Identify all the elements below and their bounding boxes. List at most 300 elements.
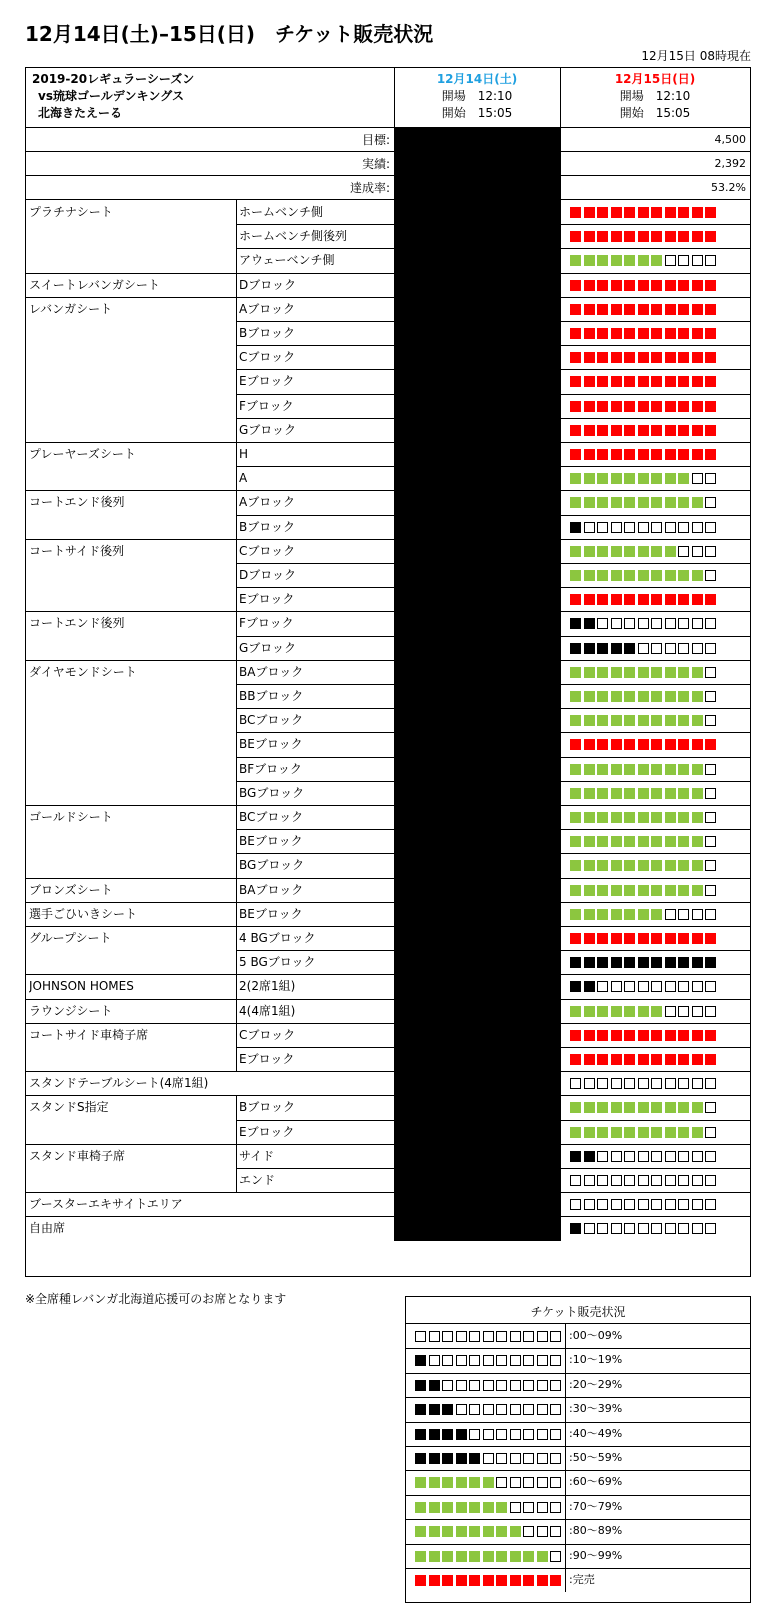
filled-square xyxy=(678,304,689,315)
filled-square xyxy=(624,570,635,581)
filled-square xyxy=(692,231,703,242)
filled-square xyxy=(665,885,676,896)
filled-square xyxy=(678,594,689,605)
empty-square xyxy=(442,1331,453,1342)
filled-square xyxy=(651,1102,662,1113)
empty-square xyxy=(611,1151,622,1162)
empty-square xyxy=(537,1453,548,1464)
filled-square xyxy=(692,352,703,363)
empty-square xyxy=(537,1477,548,1488)
empty-square xyxy=(638,1078,649,1089)
filled-square xyxy=(624,449,635,460)
block-label: Dブロック xyxy=(239,277,297,292)
empty-square xyxy=(678,909,689,920)
filled-square xyxy=(705,304,716,315)
filled-square xyxy=(597,1006,608,1017)
block-label: Cブロック xyxy=(239,543,296,558)
filled-square xyxy=(678,401,689,412)
empty-square xyxy=(705,1102,716,1113)
filled-square xyxy=(678,764,689,775)
seat-type-label: スタンドS指定 xyxy=(29,1100,109,1115)
legend-range-label: :30～39% xyxy=(569,1402,623,1416)
filled-square xyxy=(597,909,608,920)
seat-type-label: コートエンド後列 xyxy=(29,495,125,510)
empty-square xyxy=(483,1331,494,1342)
empty-square xyxy=(483,1429,494,1440)
filled-square xyxy=(678,885,689,896)
empty-square xyxy=(705,522,716,533)
block-label: エンド xyxy=(239,1173,276,1187)
empty-square xyxy=(678,1151,689,1162)
empty-square xyxy=(651,643,662,654)
grid-line xyxy=(236,660,237,684)
empty-square xyxy=(456,1355,467,1366)
empty-square xyxy=(469,1355,480,1366)
filled-square xyxy=(415,1477,426,1488)
filled-square xyxy=(651,280,662,291)
filled-square xyxy=(510,1551,521,1562)
filled-square xyxy=(570,715,581,726)
filled-square xyxy=(584,1151,595,1162)
filled-square xyxy=(692,691,703,702)
filled-square xyxy=(584,280,595,291)
empty-square xyxy=(665,522,676,533)
legend-range-label: :90～99% xyxy=(569,1548,623,1562)
block-label: BEブロック xyxy=(239,834,303,849)
filled-square xyxy=(678,376,689,387)
empty-square xyxy=(523,1404,534,1415)
filled-square xyxy=(651,667,662,678)
grid-line xyxy=(236,345,237,369)
empty-square xyxy=(705,860,716,871)
filled-square xyxy=(638,207,649,218)
block-label: ホームベンチ側後列 xyxy=(239,229,348,244)
empty-square xyxy=(665,1175,676,1186)
filled-square xyxy=(584,909,595,920)
filled-square xyxy=(570,328,581,339)
filled-square xyxy=(611,1030,622,1041)
filled-square xyxy=(483,1575,494,1586)
filled-square xyxy=(415,1404,426,1415)
empty-square xyxy=(678,1006,689,1017)
grid-line xyxy=(236,418,237,442)
empty-square xyxy=(611,618,622,629)
filled-square xyxy=(570,1102,581,1113)
filled-square xyxy=(611,473,622,484)
grid-line xyxy=(236,490,237,514)
filled-square xyxy=(584,933,595,944)
grid-line xyxy=(26,999,750,1000)
empty-square xyxy=(584,1175,595,1186)
filled-square xyxy=(584,1006,595,1017)
filled-square xyxy=(584,764,595,775)
empty-square xyxy=(705,909,716,920)
filled-square xyxy=(678,667,689,678)
empty-square xyxy=(665,981,676,992)
grid-line xyxy=(236,611,237,635)
seat-type-label: プラチナシート xyxy=(29,205,113,219)
block-label: 4 BGブロック xyxy=(239,931,316,945)
filled-square xyxy=(638,764,649,775)
filled-square xyxy=(611,1054,622,1065)
filled-square xyxy=(523,1575,534,1586)
day2-date: 12月15日(日) xyxy=(614,72,696,86)
filled-square xyxy=(597,1030,608,1041)
filled-square xyxy=(597,836,608,847)
filled-square xyxy=(665,1127,676,1138)
empty-square xyxy=(705,715,716,726)
filled-square xyxy=(692,570,703,581)
legend-range-label: :10～19% xyxy=(569,1353,623,1367)
empty-square xyxy=(415,1331,426,1342)
filled-square xyxy=(665,280,676,291)
empty-square xyxy=(523,1453,534,1464)
empty-square xyxy=(597,1199,608,1210)
filled-square xyxy=(678,812,689,823)
filled-square xyxy=(705,376,716,387)
filled-square xyxy=(624,1102,635,1113)
filled-square xyxy=(570,497,581,508)
grid-line xyxy=(236,1047,237,1071)
filled-square xyxy=(597,352,608,363)
filled-square xyxy=(570,885,581,896)
filled-square xyxy=(570,594,581,605)
filled-square xyxy=(597,1054,608,1065)
empty-square xyxy=(678,1175,689,1186)
legend-range-label: :20～29% xyxy=(569,1377,623,1391)
filled-square xyxy=(665,957,676,968)
block-label: Gブロック xyxy=(239,640,297,655)
filled-square xyxy=(651,570,662,581)
grid-line xyxy=(236,926,237,950)
empty-square xyxy=(611,1223,622,1234)
filled-square xyxy=(469,1526,480,1537)
empty-square xyxy=(638,618,649,629)
filled-square xyxy=(570,449,581,460)
filled-square xyxy=(584,1030,595,1041)
filled-square xyxy=(638,1030,649,1041)
empty-square xyxy=(705,570,716,581)
empty-square xyxy=(456,1380,467,1391)
empty-square xyxy=(705,1199,716,1210)
empty-square xyxy=(638,522,649,533)
seat-type-label: スイートレバンガシート xyxy=(29,277,160,292)
filled-square xyxy=(570,643,581,654)
empty-square xyxy=(665,1006,676,1017)
filled-square xyxy=(692,449,703,460)
grid-line xyxy=(26,151,750,152)
filled-square xyxy=(678,207,689,218)
filled-square xyxy=(692,812,703,823)
grid-line xyxy=(236,878,237,902)
filled-square xyxy=(624,957,635,968)
empty-square xyxy=(510,1453,521,1464)
filled-square xyxy=(611,667,622,678)
grid-line xyxy=(26,1071,750,1072)
empty-square xyxy=(442,1380,453,1391)
filled-square xyxy=(638,715,649,726)
filled-square xyxy=(624,401,635,412)
empty-square xyxy=(483,1404,494,1415)
filled-square xyxy=(584,570,595,581)
grid-line xyxy=(26,974,750,975)
filled-square xyxy=(570,957,581,968)
empty-square xyxy=(692,255,703,266)
filled-square xyxy=(638,691,649,702)
empty-square xyxy=(597,1078,608,1089)
filled-square xyxy=(638,1127,649,1138)
filled-square xyxy=(611,1127,622,1138)
filled-square xyxy=(611,352,622,363)
empty-square xyxy=(638,981,649,992)
empty-square xyxy=(705,981,716,992)
filled-square xyxy=(665,1054,676,1065)
filled-square xyxy=(705,352,716,363)
grid-line xyxy=(236,708,237,732)
empty-square xyxy=(705,812,716,823)
filled-square xyxy=(692,280,703,291)
filled-square xyxy=(624,328,635,339)
empty-square xyxy=(678,981,689,992)
filled-square xyxy=(570,933,581,944)
seat-type-label: スタンドテーブルシート(4席1組) xyxy=(29,1076,209,1091)
filled-square xyxy=(584,255,595,266)
filled-square xyxy=(483,1502,494,1513)
seat-type-label: 自由席 xyxy=(29,1221,66,1236)
empty-square xyxy=(469,1331,480,1342)
seat-type-label: コートサイド後列 xyxy=(29,543,125,558)
filled-square xyxy=(429,1453,440,1464)
empty-square xyxy=(456,1404,467,1415)
grid-line xyxy=(26,902,750,903)
filled-square xyxy=(570,280,581,291)
grid-line xyxy=(26,611,750,612)
empty-square xyxy=(550,1551,561,1562)
filled-square xyxy=(665,764,676,775)
grid-line xyxy=(236,297,237,321)
filled-square xyxy=(665,425,676,436)
empty-square xyxy=(651,1078,662,1089)
filled-square xyxy=(570,231,581,242)
filled-square xyxy=(584,328,595,339)
legend-range-label: :80～89% xyxy=(569,1524,623,1538)
filled-square xyxy=(429,1526,440,1537)
filled-square xyxy=(678,425,689,436)
grid-line xyxy=(26,878,750,879)
filled-square xyxy=(469,1551,480,1562)
empty-square xyxy=(442,1355,453,1366)
filled-square xyxy=(665,570,676,581)
filled-square xyxy=(665,449,676,460)
filled-square xyxy=(483,1526,494,1537)
filled-square xyxy=(415,1551,426,1562)
grid-line xyxy=(26,199,750,200)
empty-square xyxy=(483,1355,494,1366)
legend-range-label: :40～49% xyxy=(569,1426,623,1440)
empty-square xyxy=(705,1127,716,1138)
block-label: Bブロック xyxy=(239,519,295,534)
grid-line xyxy=(236,829,237,853)
filled-square xyxy=(584,376,595,387)
filled-square xyxy=(651,836,662,847)
filled-square xyxy=(611,885,622,896)
empty-square xyxy=(705,1006,716,1017)
match-opponent: vs琉球ゴールデンキングス xyxy=(38,89,185,103)
filled-square xyxy=(624,909,635,920)
grid-line xyxy=(236,853,237,877)
filled-square xyxy=(638,1054,649,1065)
seat-type-label: JOHNSON HOMES xyxy=(29,979,134,994)
filled-square xyxy=(651,957,662,968)
filled-square xyxy=(597,667,608,678)
day2-start: 開始 15:05 xyxy=(619,106,691,120)
filled-square xyxy=(665,691,676,702)
filled-square xyxy=(584,352,595,363)
filled-square xyxy=(570,909,581,920)
filled-square xyxy=(651,1006,662,1017)
filled-square xyxy=(584,667,595,678)
empty-square xyxy=(651,981,662,992)
filled-square xyxy=(665,739,676,750)
filled-square xyxy=(665,497,676,508)
empty-square xyxy=(665,1151,676,1162)
grid-line xyxy=(236,999,237,1023)
filled-square xyxy=(469,1502,480,1513)
filled-square xyxy=(638,860,649,871)
empty-square xyxy=(496,1380,507,1391)
empty-square xyxy=(651,522,662,533)
filled-square xyxy=(570,570,581,581)
filled-square xyxy=(624,691,635,702)
empty-square xyxy=(611,1175,622,1186)
filled-square xyxy=(651,1054,662,1065)
empty-square xyxy=(692,618,703,629)
filled-square xyxy=(442,1429,453,1440)
filled-square xyxy=(442,1477,453,1488)
filled-square xyxy=(611,691,622,702)
grid-line xyxy=(236,1168,237,1192)
empty-square xyxy=(692,1175,703,1186)
block-label: アウェーベンチ側 xyxy=(239,253,335,268)
grid-line xyxy=(26,660,750,661)
match-venue: 北海きたえーる xyxy=(38,106,123,120)
grid-line xyxy=(236,1095,237,1119)
summary-label: 達成率: xyxy=(349,181,390,195)
filled-square xyxy=(638,1102,649,1113)
filled-square xyxy=(415,1526,426,1537)
empty-square xyxy=(665,909,676,920)
filled-square xyxy=(429,1380,440,1391)
grid-line xyxy=(236,781,237,805)
filled-square xyxy=(705,401,716,412)
empty-square xyxy=(537,1526,548,1537)
filled-square xyxy=(665,231,676,242)
filled-square xyxy=(692,1054,703,1065)
filled-square xyxy=(597,594,608,605)
filled-square xyxy=(692,739,703,750)
block-label: BGブロック xyxy=(239,785,305,800)
filled-square xyxy=(611,328,622,339)
grid-line xyxy=(236,684,237,708)
filled-square xyxy=(597,933,608,944)
empty-square xyxy=(665,1199,676,1210)
filled-square xyxy=(584,1102,595,1113)
empty-square xyxy=(705,788,716,799)
filled-square xyxy=(570,812,581,823)
empty-square xyxy=(624,618,635,629)
block-label: 2(2席1組) xyxy=(239,979,296,994)
empty-square xyxy=(597,981,608,992)
footnote: ※全席種レバンガ北海道応援可のお席となります xyxy=(25,1292,287,1306)
empty-square xyxy=(638,1175,649,1186)
filled-square xyxy=(678,860,689,871)
filled-square xyxy=(442,1404,453,1415)
filled-square xyxy=(678,328,689,339)
empty-square xyxy=(537,1355,548,1366)
filled-square xyxy=(638,667,649,678)
filled-square xyxy=(597,788,608,799)
empty-square xyxy=(705,1151,716,1162)
filled-square xyxy=(597,304,608,315)
block-label: BAブロック xyxy=(239,664,304,679)
grid-line xyxy=(236,442,237,466)
filled-square xyxy=(584,860,595,871)
empty-square xyxy=(651,1175,662,1186)
empty-square xyxy=(570,1078,581,1089)
filled-square xyxy=(705,1054,716,1065)
summary-label: 実績: xyxy=(361,157,390,171)
filled-square xyxy=(705,1030,716,1041)
filled-square xyxy=(651,909,662,920)
filled-square xyxy=(692,788,703,799)
empty-square xyxy=(692,1223,703,1234)
summary-label: 目標: xyxy=(361,133,390,147)
filled-square xyxy=(651,401,662,412)
empty-square xyxy=(624,1223,635,1234)
grid-line xyxy=(565,1324,566,1592)
filled-square xyxy=(651,328,662,339)
filled-square xyxy=(597,860,608,871)
filled-square xyxy=(570,207,581,218)
filled-square xyxy=(496,1575,507,1586)
filled-square xyxy=(692,1127,703,1138)
filled-square xyxy=(611,231,622,242)
filled-square xyxy=(638,376,649,387)
empty-square xyxy=(651,1151,662,1162)
filled-square xyxy=(692,885,703,896)
block-label: H xyxy=(239,447,249,461)
filled-square xyxy=(456,1575,467,1586)
filled-square xyxy=(570,788,581,799)
grid-line xyxy=(236,587,237,611)
filled-square xyxy=(483,1551,494,1562)
empty-square xyxy=(692,1199,703,1210)
block-label: 4(4席1組) xyxy=(239,1003,296,1018)
grid-line xyxy=(236,1120,237,1144)
filled-square xyxy=(665,376,676,387)
empty-square xyxy=(510,1380,521,1391)
empty-square xyxy=(469,1380,480,1391)
filled-square xyxy=(638,473,649,484)
filled-square xyxy=(584,473,595,484)
seat-type-label: ダイヤモンドシート xyxy=(29,664,137,679)
empty-square xyxy=(705,473,716,484)
empty-square xyxy=(665,1223,676,1234)
grid-line xyxy=(26,1095,750,1096)
filled-square xyxy=(570,836,581,847)
filled-square xyxy=(678,570,689,581)
filled-square xyxy=(678,739,689,750)
